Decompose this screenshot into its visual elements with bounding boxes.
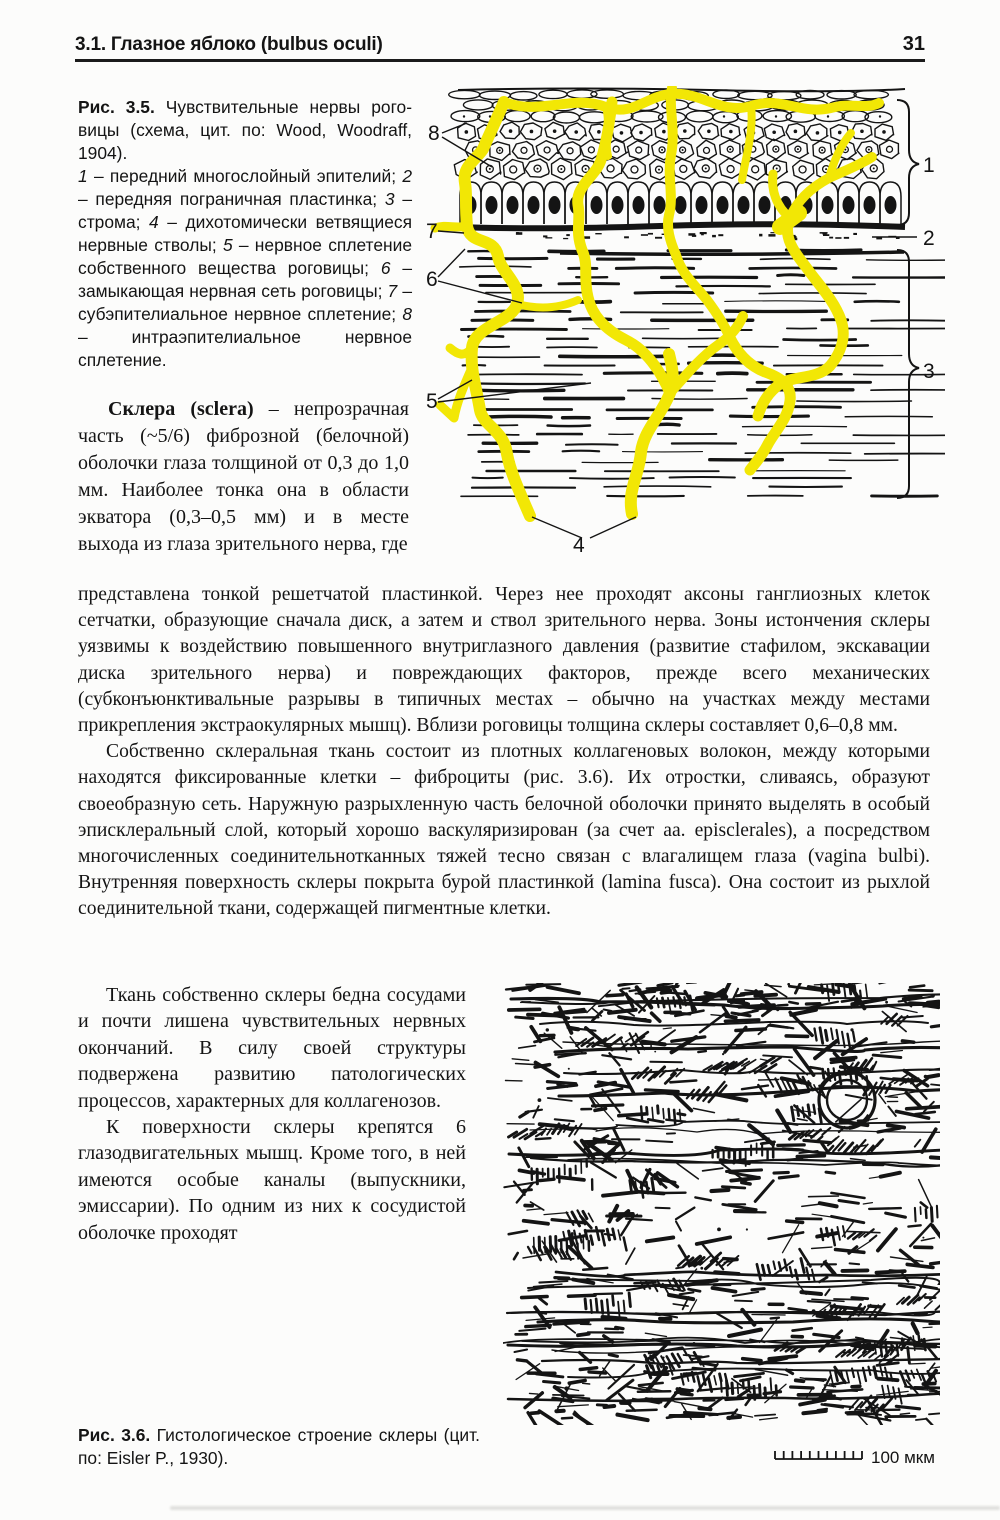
fig35-diagram [420, 86, 945, 556]
paragraph-continuation: представлена тонкой решетчатой пластинкой. Через нее проходят аксоны ганглиозных клеток сетчатки, образующие сначала диск, а затем и ствол зрительного нерва. Зоны истончения склеры уязвимы к воздействию повышенного внутриглазного давления (развитие стафилом, экскавации диска зрительного нерва) и повреждающих факторов, прежде всего механических (субконъюнктивальные разрывы в типичных местах – обычно на участках между местами прикрепления экстраокулярных мышц). Вблизи роговицы толщина склеры составляет 0,6–0,8 мм. [78, 584, 930, 737]
scale-bar [772, 1442, 937, 1468]
label-4: 4 [573, 534, 585, 556]
label-1: 1 [923, 154, 935, 177]
label-8: 8 [428, 122, 440, 145]
cornea-nerves-illustration [420, 86, 945, 556]
sclera-paragraph [78, 396, 409, 558]
paragraph-scleral-tissue: Собственно склеральная ткань состоит из плотных коллагеновых волокон, между которыми находятся фиксированные клетки – фиброциты (рис. 3.6). Их отростки, сливаясь, образуют своеобразную сеть. Наружную разрыхленную часть белочной оболочки принято выделять в особый эписклеральный слой, который хорошо васкуляризирован (за счет aa. episclerales), а посредством многочисленных соединительнотканных тяжей тесно связан с влагалищем глаза (vagina bulbi). Внутренняя поверхность склеры покрыта бурой пластинкой (lamina fusca). Она состоит из рыхлой соединительной ткани, содержащей пигментные клетки. [78, 741, 930, 920]
scale-label: 100 мкм [871, 1448, 935, 1467]
fig36-caption-text: Гистологическое строение склеры (цит. по: Eisler P., 1930). [78, 1425, 480, 1468]
page-number: 31 [902, 33, 925, 55]
paragraph-muscles: К поверхности склеры крепятся 6 глазодвигательных мышц. Кроме того, в ней имеются особые каналы (выпускники, эмиссарии). По одним из них к сосудистой оболочке проходят [78, 1116, 466, 1244]
sclera-text: – непрозрачная часть (~5/6) фиброзной (белочной) оболочки глаза толщиной от 0,3 до 1,0 мм. Наиболее тонка она в области экватора (0,3–0,5 мм) и в месте выхода из глаза зрительного нерва, где [78, 398, 409, 555]
label-6: 6 [426, 268, 438, 291]
label-2: 2 [923, 227, 935, 250]
fig35-caption-text: Чувствительные нервы роговицы (схема, цит. по: Wood, Woodraff, 1904). [78, 97, 412, 163]
body-text-left-column [78, 982, 466, 1246]
section-number: 3.1. [75, 34, 106, 55]
layer-brackets [897, 100, 919, 498]
fig36-caption [78, 1424, 480, 1470]
fig35-caption-label: Рис. 3.5. [78, 97, 155, 117]
running-head [75, 34, 383, 56]
fig35-caption [78, 96, 412, 372]
body-text-fullwidth [78, 582, 930, 923]
page-header [75, 33, 925, 56]
scale-ruler [775, 1451, 862, 1459]
scan-edge-artifact [170, 1506, 1000, 1510]
label-5: 5 [426, 390, 438, 413]
fig36-caption-label: Рис. 3.6. [78, 1425, 151, 1445]
sclera-term: Склера (sclera) [108, 398, 254, 420]
sclera-histology-illustration [503, 983, 940, 1425]
fig35-legend: 1 – передний многослойный эпителий; 2 – передняя пограничная пластинка; 3 – строма; 4 – дихотомически ветвящиеся нервные стволы; 5 – нервное сплетение собственного вещества роговицы; 6 – замыкающая нервная сеть роговицы; 7 – субэпителиальное нервное сплетение; 8 – интраэпителиальное нервное сплетение. [78, 166, 412, 370]
fig36-histology-image [503, 983, 940, 1425]
paragraph-sclera-vessels: Ткань собственно склеры бедна сосудами и почти лишена чувствительных нервных окончаний. В силу своей структуры подвержена развитию патологических процессов, характерных для коллагенозов. [78, 984, 466, 1112]
label-3: 3 [923, 360, 935, 383]
section-title: Глазное яблоко (bulbus oculi) [110, 34, 383, 55]
header-rule [75, 59, 925, 62]
label-7: 7 [426, 220, 438, 243]
